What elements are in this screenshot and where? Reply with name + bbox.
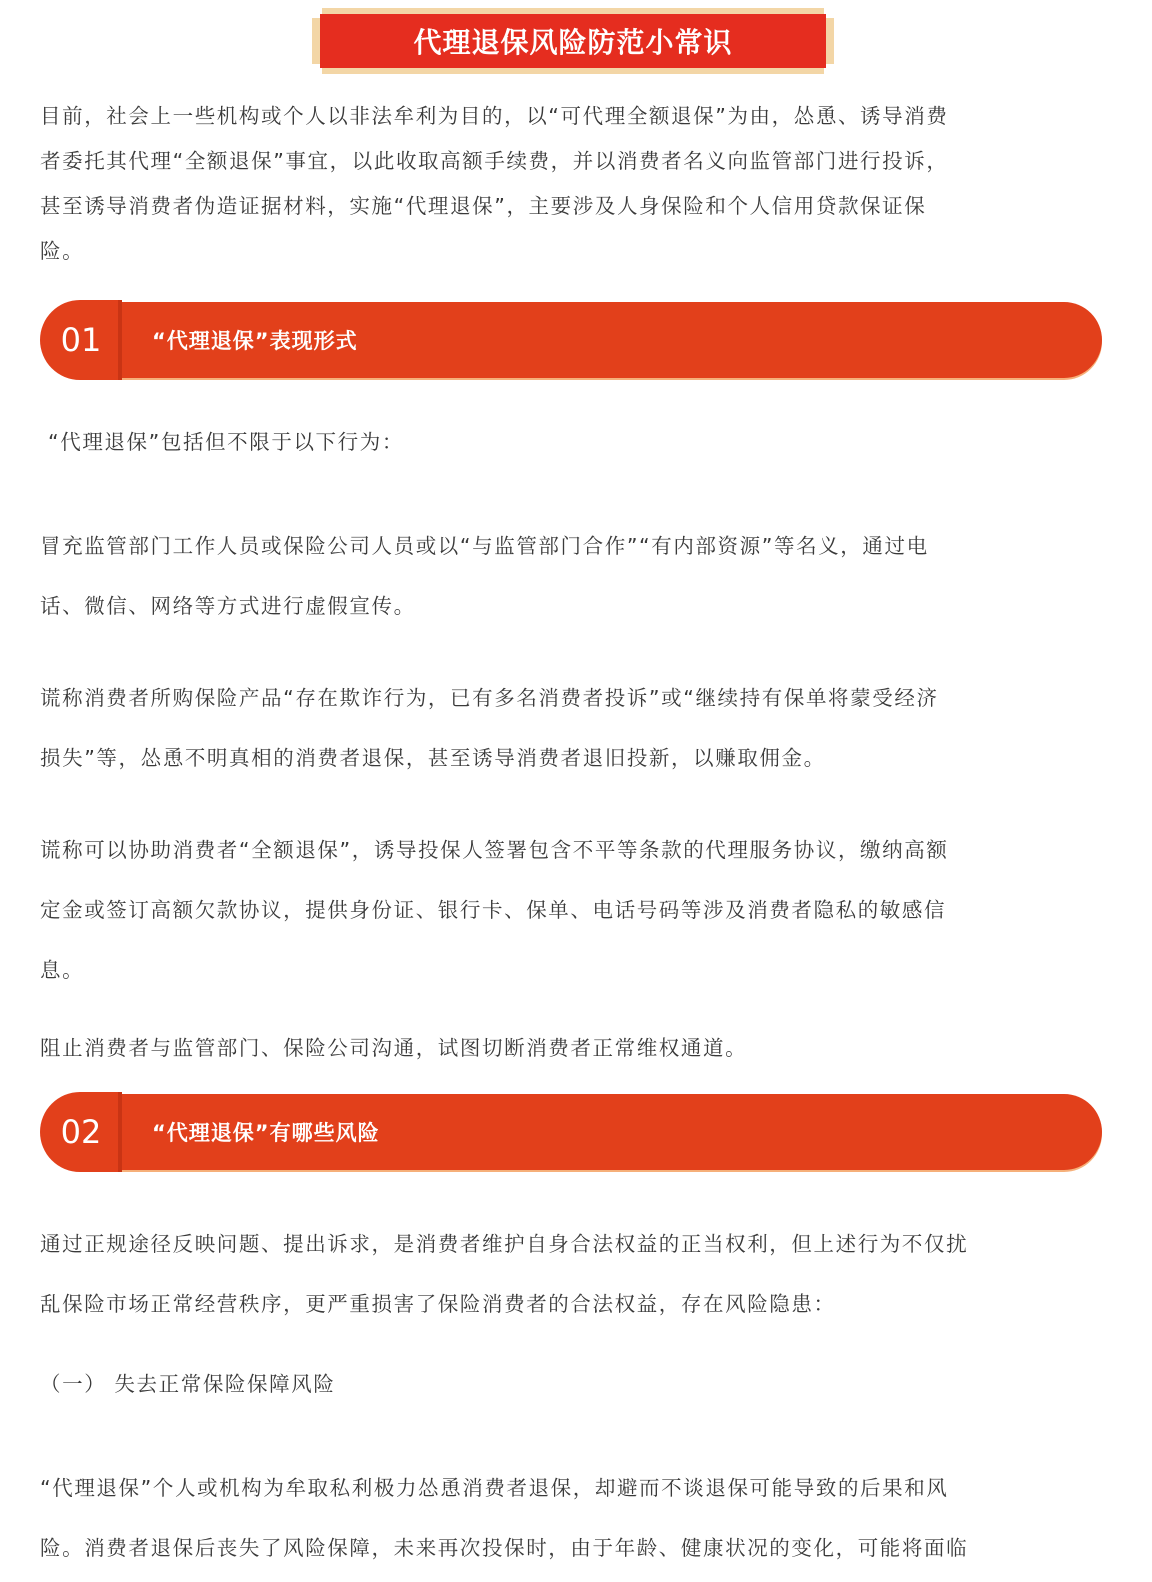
- text-line: 定金或签订高额欠款协议，提供身份证、银行卡、保单、电话号码等涉及消费者隐私的敏感信: [40, 898, 947, 922]
- text-line: 险。: [40, 239, 85, 263]
- section-divider: [118, 300, 122, 380]
- text-line: 甚至诱导消费者伪造证据材料，实施“代理退保”，主要涉及人身保险和个人信用贷款保证保: [40, 194, 927, 218]
- section-header-01: [40, 300, 1102, 380]
- section2-paragraph-2: [40, 1458, 1112, 1578]
- text-line: 谎称消费者所购保险产品“存在欺诈行为，已有多名消费者投诉”或“继续持有保单将蒙受经济: [40, 686, 939, 710]
- section1-lead: “代理退保”包括但不限于以下行为：: [48, 430, 404, 454]
- section1-paragraph-2: [40, 668, 1112, 788]
- text-line: 险。消费者退保后丧失了风险保障，未来再次投保时，由于年龄、健康状况的变化，可能将面临: [40, 1536, 969, 1560]
- section-number: 01: [40, 300, 122, 380]
- text-line: 者委托其代理“全额退保”事宜，以此收取高额手续费，并以消费者名义向监管部门进行投诉，: [40, 149, 949, 173]
- section-header-02: [40, 1092, 1102, 1172]
- section-title: “代理退保”表现形式: [152, 329, 358, 353]
- text-line: 通过正规途径反映问题、提出诉求，是消费者维护自身合法权益的正当权利，但上述行为不仅扰: [40, 1232, 969, 1256]
- section2-subheading: （一） 失去正常保险保障风险: [40, 1372, 336, 1396]
- section-divider: [118, 1092, 122, 1172]
- section1-paragraph-4: 阻止消费者与监管部门、保险公司沟通，试图切断消费者正常维权通道。: [40, 1036, 748, 1060]
- text-line: 损失”等，怂恿不明真相的消费者退保，甚至诱导消费者退旧投新，以赚取佣金。: [40, 746, 826, 770]
- section-number: 02: [40, 1092, 122, 1172]
- page-title: 代理退保风险防范小常识: [320, 14, 826, 68]
- text-line: 乱保险市场正常经营秩序，更严重损害了保险消费者的合法权益，存在风险隐患：: [40, 1292, 836, 1316]
- section2-paragraph-1: [40, 1214, 1112, 1334]
- title-banner: [312, 8, 834, 74]
- section1-paragraph-1: [40, 516, 1112, 636]
- text-line: “代理退保”个人或机构为牟取私利极力怂恿消费者退保，却避而不谈退保可能导致的后果和风: [40, 1476, 949, 1500]
- section-title: “代理退保”有哪些风险: [152, 1121, 380, 1145]
- text-line: 冒充监管部门工作人员或保险公司人员或以“与监管部门合作”“有内部资源”等名义，通过电: [40, 534, 929, 558]
- text-line: 谎称可以协助消费者“全额退保”，诱导投保人签署包含不平等条款的代理服务协议，缴纳高额: [40, 838, 949, 862]
- text-line: 息。: [40, 958, 85, 982]
- section1-paragraph-3: [40, 820, 1112, 1000]
- text-line: 话、微信、网络等方式进行虚假宣传。: [40, 594, 416, 618]
- intro-paragraph: [40, 94, 1112, 274]
- text-line: 目前，社会上一些机构或个人以非法牟利为目的，以“可代理全额退保”为由，怂恿、诱导消费: [40, 104, 949, 128]
